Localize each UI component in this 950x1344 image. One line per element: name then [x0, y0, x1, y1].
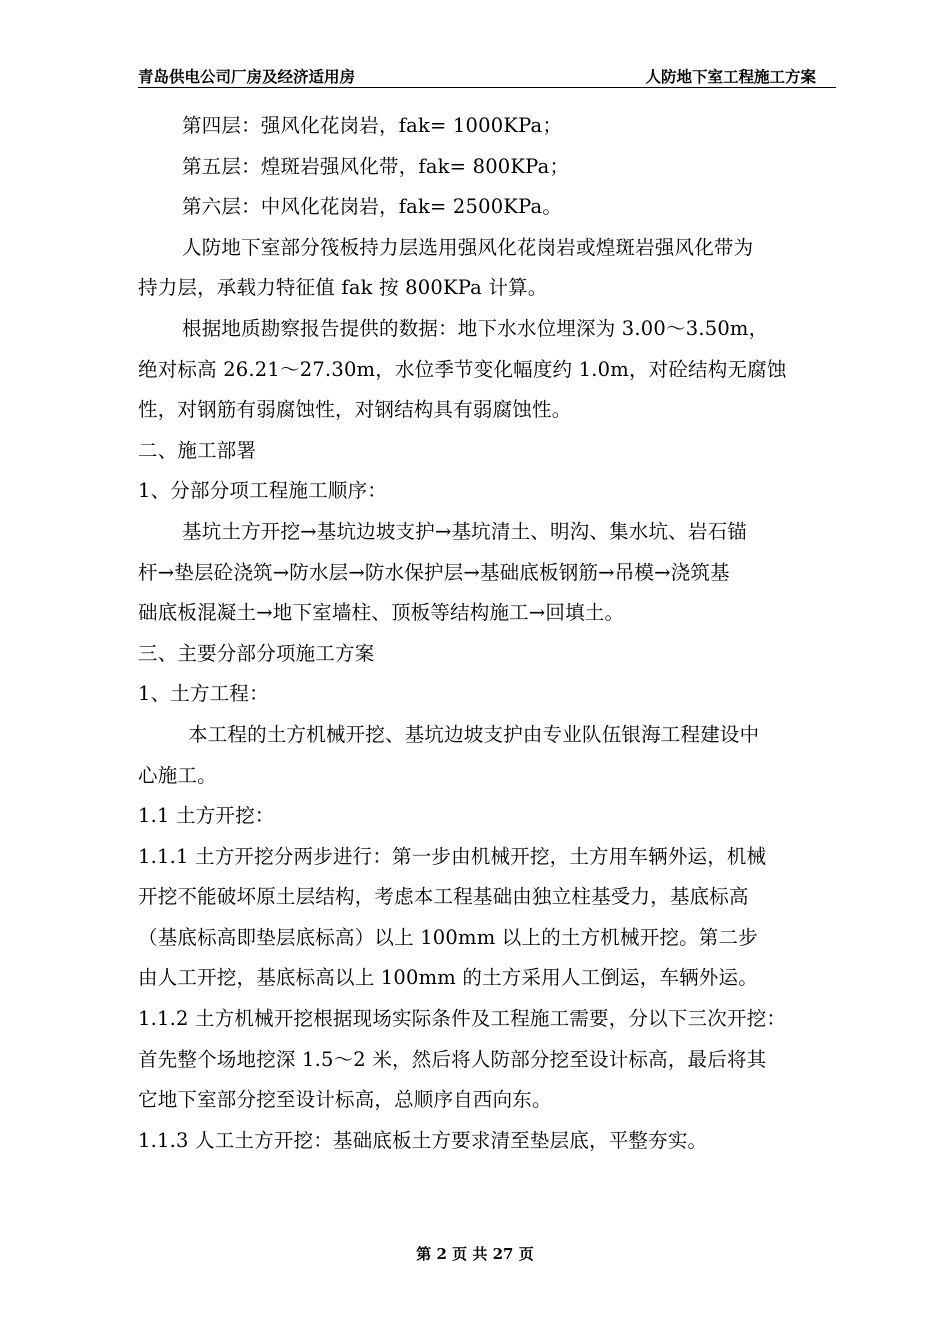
- header-document-title: 人防地下室工程施工方案: [645, 68, 816, 86]
- paragraph-line: 由人工开挖，基底标高以上 100mm 的土方采用人工倒运，车辆外运。: [138, 966, 758, 990]
- paragraph-line: 基坑土方开挖→基坑边坡支护→基坑清土、明沟、集水坑、岩石锚: [182, 519, 747, 543]
- paragraph-line: 杆→垫层砼浇筑→防水层→防水保护层→基础底板钢筋→吊模→浇筑基: [138, 560, 730, 584]
- page-number-footer: 第 2 页 共 27 页: [416, 1245, 534, 1263]
- paragraph-line: 人防地下室部分筏板持力层选用强风化花岗岩或煌斑岩强风化带为: [182, 235, 754, 259]
- paragraph-line: 础底板混凝土→地下室墙柱、顶板等结构施工→回填土。: [138, 601, 625, 625]
- header-project-title: 青岛供电公司厂房及经济适用房: [138, 68, 356, 86]
- page-header: [138, 65, 836, 88]
- paragraph-line: 持力层，承载力特征值 fak 按 800KPa 计算。: [138, 276, 548, 300]
- paragraph-line: 第六层：中风化花岗岩，fak= 2500KPa。: [182, 195, 563, 219]
- paragraph-line: 绝对标高 26.21～27.30m，水位季节变化幅度约 1.0m，对砼结构无腐蚀: [138, 357, 787, 381]
- paragraph-line: （基底标高即垫层底标高）以上 100mm 以上的土方机械开挖。第二步: [138, 925, 758, 949]
- subsection-heading: 1、土方工程：: [138, 682, 269, 706]
- paragraph-line: 本工程的土方机械开挖、基坑边坡支护由专业队伍银海工程建设中: [188, 722, 760, 746]
- paragraph-line: 性，对钢筋有弱腐蚀性，对钢结构具有弱腐蚀性。: [138, 398, 572, 422]
- paragraph-line: 1.1.1 土方开挖分两步进行：第一步由机械开挖，土方用车辆外运，机械: [138, 844, 767, 868]
- paragraph-line: 它地下室部分挖至设计标高，总顺序自西向东。: [138, 1088, 552, 1112]
- section-heading: 二、施工部署: [138, 438, 257, 462]
- section-heading: 三、主要分部分项施工方案: [138, 641, 375, 665]
- paragraph-line: 1.1.2 土方机械开挖根据现场实际条件及工程施工需要，分以下三次开挖：: [138, 1007, 787, 1031]
- paragraph-line: 1.1.3 人工土方开挖：基础底板土方要求清至垫层底，平整夯实。: [138, 1128, 708, 1152]
- paragraph-line: 首先整个场地挖深 1.5～2 米，然后将人防部分挖至设计标高，最后将其: [138, 1047, 767, 1071]
- subsection-heading: 1、分部分项工程施工顺序：: [138, 479, 388, 503]
- paragraph-line: 开挖不能破坏原土层结构，考虑本工程基础由独立柱基受力，基底标高: [138, 885, 749, 909]
- paragraph-line: 第四层：强风化花岗岩，fak= 1000KPa；: [182, 114, 563, 137]
- paragraph-line: 心施工。: [138, 763, 217, 787]
- paragraph-line: 根据地质勘察报告提供的数据：地下水水位埋深为 3.00～3.50m，: [182, 316, 769, 340]
- subsection-heading: 1.1 土方开挖：: [138, 804, 275, 828]
- paragraph-line: 第五层：煌斑岩强风化带，fak= 800KPa；: [182, 154, 570, 178]
- document-body: [138, 106, 840, 1161]
